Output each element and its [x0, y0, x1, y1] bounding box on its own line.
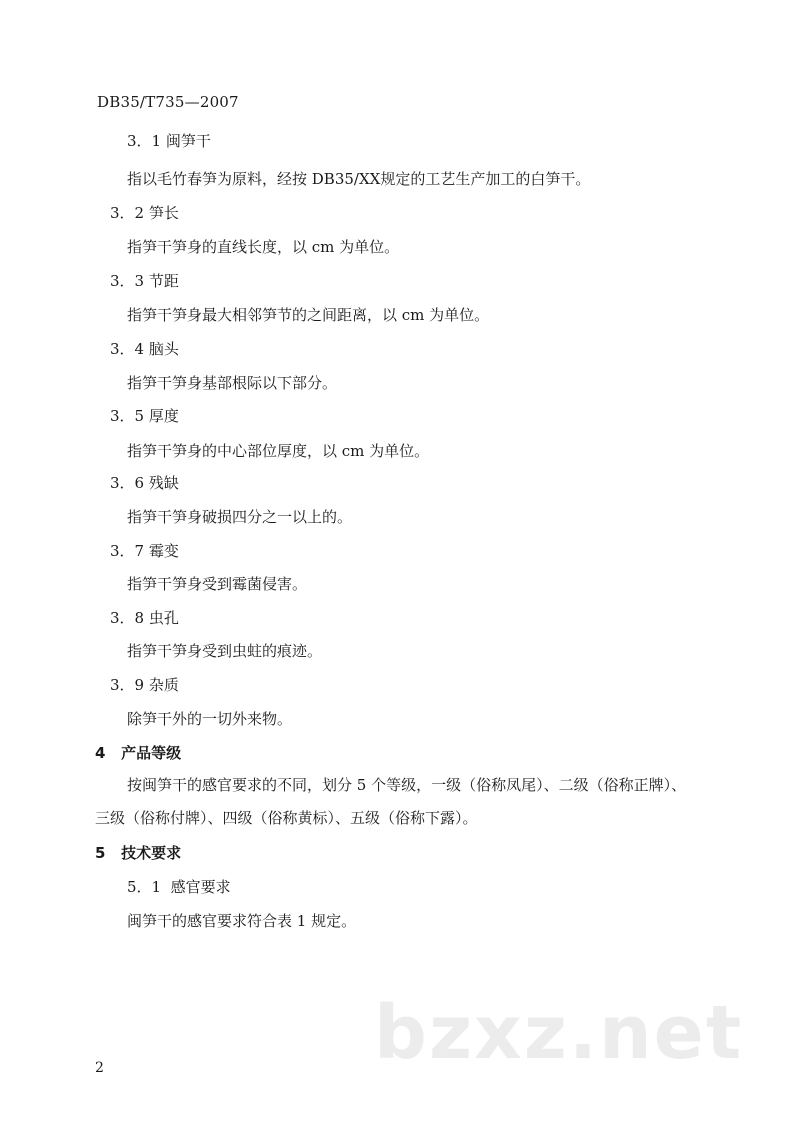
section-number: 4: [95, 744, 106, 762]
section-number: 5: [95, 844, 106, 862]
section-4-paragraph-line-1: 按闽笋干的感官要求的不同，划分 5 个等级，一级（俗称凤尾）、二级（俗称正牌）、: [127, 776, 687, 794]
document-code-header: DB35/T735—2007: [97, 93, 239, 111]
term-title: 笋长: [148, 204, 179, 222]
term-heading-3-4: [110, 338, 179, 359]
term-number: 3．5: [110, 407, 145, 425]
section-4-paragraph-line-2: 三级（俗称付牌）、四级（俗称黄标）、五级（俗称下露）。: [95, 809, 478, 827]
term-title: 厚度: [148, 407, 179, 425]
section-5-paragraph: 闽笋干的感官要求符合表 1 规定。: [127, 912, 357, 930]
term-title: 脑头: [148, 340, 179, 358]
term-heading-3-1: [127, 130, 211, 151]
term-heading-3-5: [110, 405, 179, 426]
term-number: 3．3: [110, 272, 145, 290]
term-heading-3-2: [110, 202, 179, 223]
term-title: 虫孔: [148, 609, 179, 627]
section-title: 技术要求: [121, 844, 182, 862]
subsection-title: 感官要求: [170, 878, 231, 896]
section-heading-5: [95, 842, 181, 863]
term-definition-3-3: 指笋干笋身最大相邻笋节的之间距离，以 cm 为单位。: [127, 306, 490, 324]
term-number: 3．8: [110, 609, 145, 627]
term-number: 3．7: [110, 542, 145, 560]
term-number: 3．4: [110, 340, 145, 358]
watermark: bzxz.net: [374, 990, 744, 1076]
term-title: 节距: [148, 272, 179, 290]
term-definition-3-1: 指以毛竹春笋为原料，经按 DB35/ⅩⅩ规定的工艺生产加工的白笋干。: [127, 170, 591, 188]
term-title: 闽笋干: [165, 132, 211, 150]
section-title: 产品等级: [121, 744, 182, 762]
term-title: 杂质: [148, 676, 179, 694]
term-definition-3-6: 指笋干笋身破损四分之一以上的。: [127, 508, 353, 526]
term-definition-3-4: 指笋干笋身基部根际以下部分。: [127, 374, 338, 392]
term-number: 3．2: [110, 204, 145, 222]
term-definition-3-7: 指笋干笋身受到霉菌侵害。: [127, 575, 308, 593]
term-heading-3-9: [110, 674, 179, 695]
term-number: 3．9: [110, 676, 145, 694]
term-title: 霉变: [148, 542, 179, 560]
term-definition-3-2: 指笋干笋身的直线长度，以 cm 为单位。: [127, 238, 400, 256]
term-number: 3．1: [127, 132, 162, 150]
subsection-heading-5-1: [127, 876, 231, 897]
term-number: 3．6: [110, 474, 145, 492]
term-title: 残缺: [148, 474, 179, 492]
term-heading-3-6: [110, 472, 179, 493]
section-heading-4: [95, 742, 181, 763]
subsection-number: 5．1: [127, 878, 162, 896]
term-heading-3-7: [110, 540, 179, 561]
term-heading-3-8: [110, 607, 179, 628]
term-definition-3-8: 指笋干笋身受到虫蛀的痕迹。: [127, 642, 323, 660]
page-number: 2: [95, 1060, 104, 1076]
term-definition-3-5: 指笋干笋身的中心部位厚度，以 cm 为单位。: [127, 442, 430, 460]
term-definition-3-9: 除笋干外的一切外来物。: [127, 710, 293, 728]
term-heading-3-3: [110, 270, 179, 291]
